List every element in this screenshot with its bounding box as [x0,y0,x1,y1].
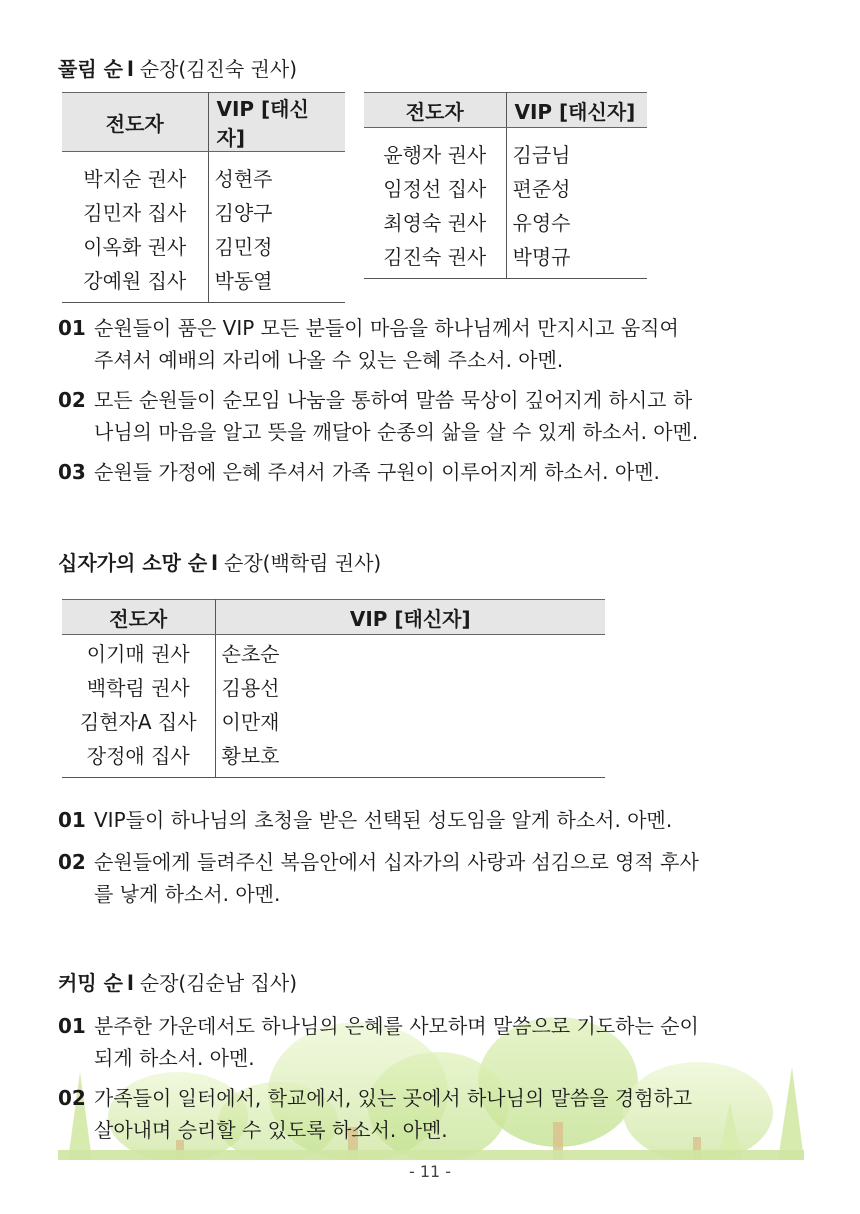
table-row: 임정선 집사 편준성 [364,170,647,204]
prayer-item: 01 VIP들이 하나님의 초청을 받은 선택된 성도임을 알게 하소서. 아멘. [58,808,673,832]
table-row: 박지순 권사 성현주 [62,152,345,195]
table-row: 김민자 집사 김양구 [62,194,345,228]
table-row: 백학림 권사 김용선 [62,669,605,703]
evangelist-header: 전도자 [62,93,208,152]
section-title: 풀림 순 l 순장(김진숙 권사) [58,57,297,81]
table-row: 이기매 권사 손초순 [62,635,605,670]
table-row: 김진숙 권사 박명규 [364,238,647,279]
section-title: 십자가의 소망 순 l 순장(백학림 권사) [58,551,382,575]
vip-header: VIP [태신자] [208,93,345,152]
page-number: - 11 - [408,1162,452,1181]
vip-header: VIP [태신자] [215,600,605,635]
evangelist-header: 전도자 [62,600,215,635]
evangelist-header: 전도자 [364,93,506,128]
table-row: 최영숙 권사 유영수 [364,204,647,238]
table-row: 윤행자 권사 김금님 [364,128,647,171]
table-row: 이옥화 권사 김민정 [62,228,345,262]
section-title: 커밍 순 l 순장(김순남 집사) [58,971,297,995]
roster-table [62,92,345,303]
prayer-item: 02 가족들이 일터에서, 학교에서, 있는 곳에서 하나님의 말씀을 경험하고 살아내며 승리할 수 있도록 하소서. 아멘. [58,1086,693,1142]
roster-table [364,92,647,279]
prayer-item: 01 순원들이 품은 VIP 모든 분들이 마음을 하나님께서 만지시고 움직여 주셔서 예배의 자리에 나올 수 있는 은혜 주소서. 아멘. [58,316,679,372]
vip-header: VIP [태신자] [506,93,647,128]
table-row: 장정애 집사 황보호 [62,737,605,778]
prayer-item: 01 분주한 가운데서도 하나님의 은혜를 사모하며 말씀으로 기도하는 순이 되게 하소서. 아멘. [58,1014,699,1070]
roster-table [62,599,605,778]
table-row: 김현자A 집사 이만재 [62,703,605,737]
prayer-item: 03 순원들 가정에 은혜 주셔서 가족 구원이 이루어지게 하소서. 아멘. [58,460,660,484]
prayer-item: 02 순원들에게 들려주신 복음안에서 십자가의 사랑과 섬김으로 영적 후사 를 낳게 하소서. 아멘. [58,850,699,906]
table-row: 강예원 집사 박동열 [62,262,345,303]
prayer-item: 02 모든 순원들이 순모임 나눔을 통하여 말씀 묵상이 깊어지게 하시고 하 나님의 마음을 알고 뜻을 깨달아 순종의 삶을 살 수 있게 하소서. 아멘. [58,388,699,444]
